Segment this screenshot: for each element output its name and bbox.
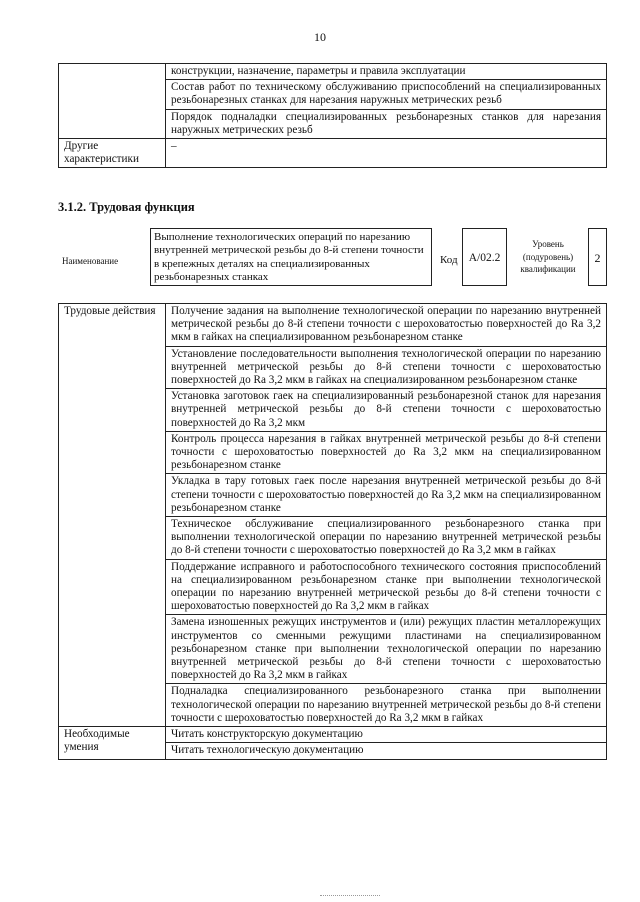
labor-action: Получение задания на выполнение технологической операции по нарезанию внутренней метрической резьбы до 8-й степени точности с шероховатостью поверхностей до Ra 3,2 мкм в гайках на специализированном резьбонарезном станке [166, 304, 607, 347]
required-skill: Читать технологическую документацию [166, 743, 607, 759]
previous-function-table [58, 63, 607, 168]
page-edge-mark [320, 895, 380, 900]
table-row [59, 64, 607, 80]
table-row [59, 727, 607, 743]
row-label-required-skills: Необходимые умения [59, 727, 166, 759]
function-header [58, 228, 607, 288]
row-label-other-characteristics: Другие характеристики [59, 139, 166, 168]
required-skill: Читать конструкторскую документацию [166, 727, 607, 743]
name-label: Наименование [62, 256, 119, 266]
page-number: 10 [314, 30, 326, 44]
row-label-labor-actions: Трудовые действия [59, 304, 166, 727]
labor-action: Подналадка специализированного резьбонарезного станка при выполнении технологической операции по нарезанию внутренней метрической резьбы до 8-й степени точности с шероховатостью поверхностей до Ra 3,2 мкм в гайках [166, 684, 607, 727]
table-cell: конструкции, назначение, параметры и правила эксплуатации [166, 64, 607, 80]
labor-action: Контроль процесса нарезания в гайках внутренней метрической резьбы до 8-й степени точности с шероховатостью поверхностей до Ra 3,2 мкм на специализированном резьбонарезном станке [166, 431, 607, 474]
labor-action: Укладка в тару готовых гаек после нарезания внутренней метрической резьбы до 8-й степени точности с шероховатостью поверхностей до Ra 3,2 мкм на специализированном резьбонарезном станке [166, 474, 607, 517]
labor-action: Поддержание исправного и работоспособного технического состояния приспособлений на специализированном резьбонарезном станке при выполнении технологической операции по нарезанию внутренней метрической резьбы до 8-й степени точности с шероховатостью поверхностей до Ra 3,2 мкм в гайках [166, 559, 607, 615]
section-heading: 3.1.2. Трудовая функция [58, 200, 195, 214]
table-cell: Состав работ по техническому обслуживанию приспособлений на специализированных резьбонарезных станках для нарезания наружных метрических резьб [166, 80, 607, 109]
table-row [59, 304, 607, 347]
labor-action: Техническое обслуживание специализированного резьбонарезного станка при выполнении технологической операции по нарезанию внутренней метрической резьбы до 8-й степени точности с шероховатостью поверхностей до Ra 3,2 мкм в гайках [166, 517, 607, 560]
labor-action: Замена изношенных режущих инструментов и (или) режущих пластин металлорежущих инструментов со сменными режущими пластинами на специализированном резьбонарезном станке при выполнении технологической операции по нарезанию внутренней метрической резьбы до 8-й степени точности с шероховатостью поверхностей до Ra 3,2 мкм в гайках [166, 615, 607, 684]
table-cell: – [166, 139, 607, 168]
level-label: Уровень (подуровень) квалификации [520, 239, 576, 274]
row-label [59, 64, 166, 139]
qualification-level: 2 [588, 228, 607, 286]
code-label: Код [440, 254, 458, 266]
labor-function-table [58, 303, 607, 760]
labor-action: Установка заготовок гаек на специализированный резьбонарезной станок для нарезания внутренней метрической резьбы до 8-й степени точности с шероховатостью поверхностей до Ra 3,2 мкм [166, 389, 607, 432]
labor-action: Установление последовательности выполнения технологической операции по нарезанию внутренней метрической резьбы до 8-й степени точности с шероховатостью поверхностей до Ra 3,2 мкм в гайках на специализированном резьбонарезном станке [166, 346, 607, 389]
function-name: Выполнение технологических операций по нарезанию внутренней метрической резьбы до 8-й степени точности в крепежных деталях на специализированных резьбонарезных станках [150, 228, 432, 286]
function-code: A/02.2 [462, 228, 507, 286]
table-cell: Порядок подналадки специализированных резьбонарезных станков для нарезания наружных метрических резьб [166, 109, 607, 138]
table-row [59, 139, 607, 168]
